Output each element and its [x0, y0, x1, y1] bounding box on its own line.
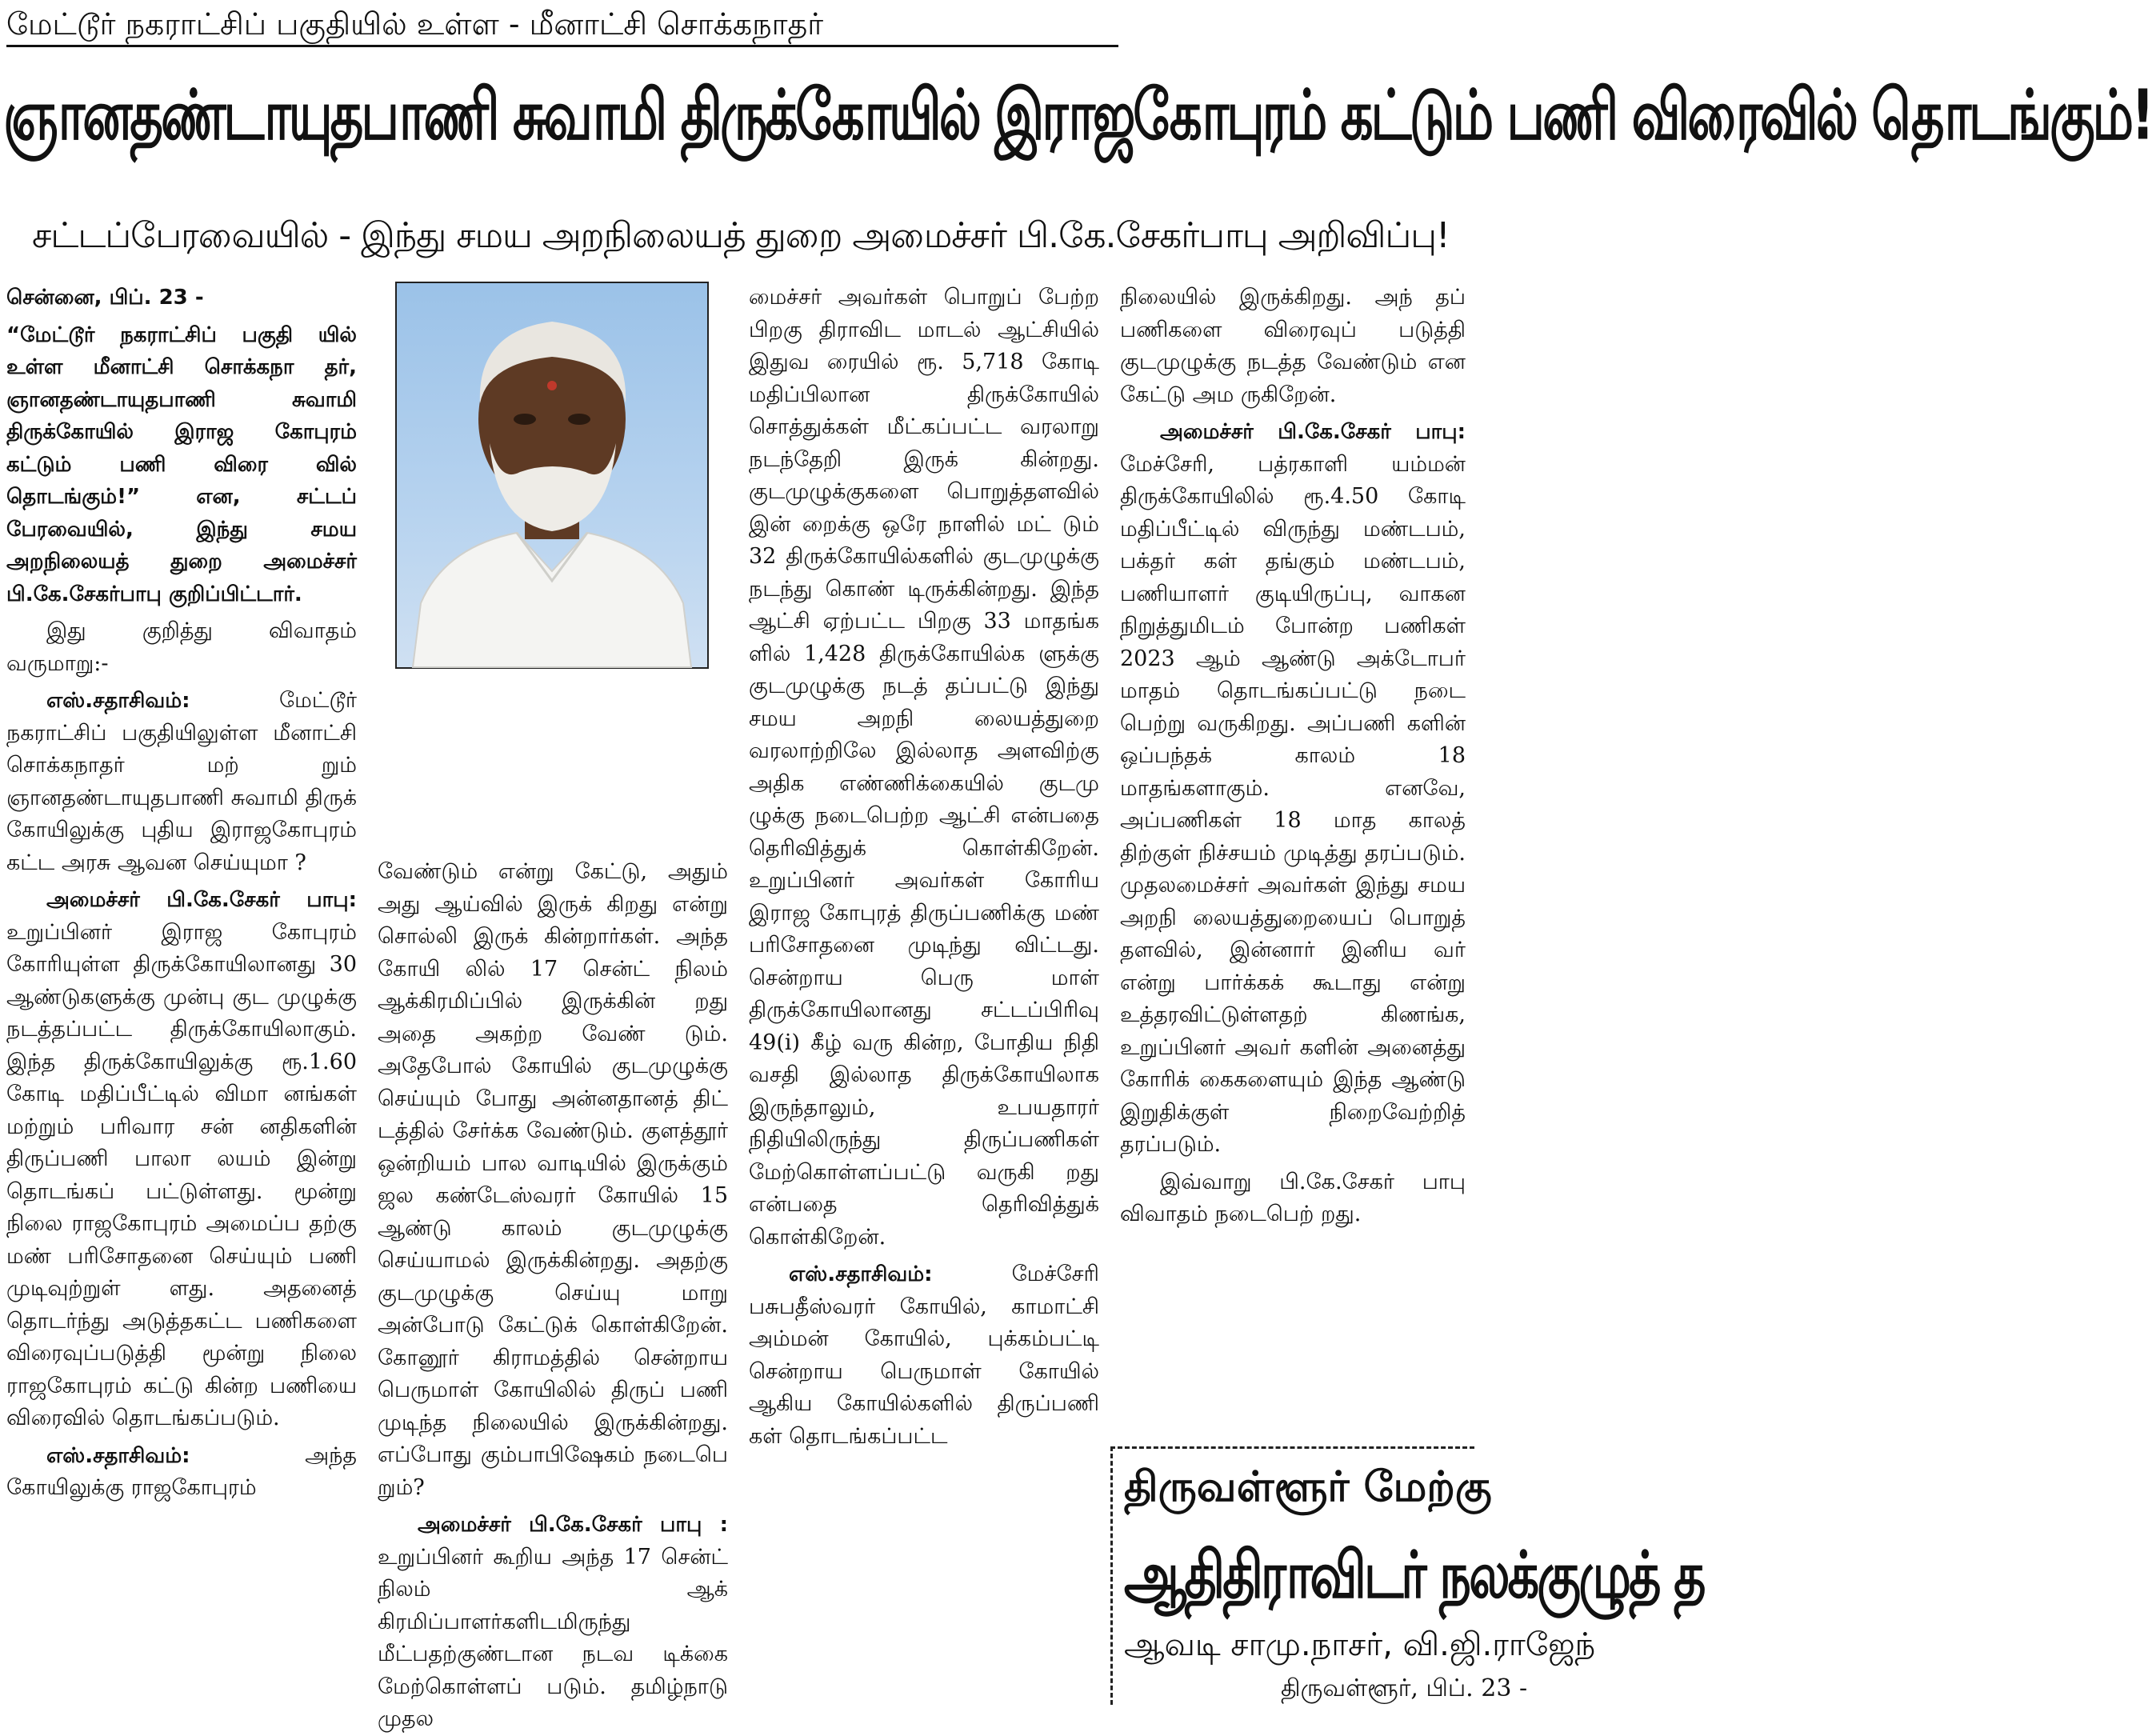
paragraph-text: மேச்சேரி, பத்ரகாளி யம்மன் திருக்கோயிலில் ரூ.4.50 கோடி மதிப்பீட்டில் விருந்து மண்டபம், பக்தர் கள் தங்கும் மண்டபம், பணியாளர் குடியிருப்பு, வாகன நிறுத்துமிடம் போன்ற பணிகள் 2023 ஆம் ஆண்டு அக்டோபர் மாதம் தொடங்கப்பட்டு நடை பெற்று வருகிறது. அப்பணி களின் ஒப்பந்தக் காலம் 18 மாதங்களாகும். எனவே, அப்பணிகள் 18 மாத காலத் திற்குள் நிச்சயம் முடித்து தரப்படும். முதலமைச்சர் அவர்கள் இந்து சமய அறநி லையத்துறையைப் பொறுத் தளவில், இன்னார் இனிய வர் என்று பார்க்கக் கூடாது என்று உத்தரவிட்டுள்ளதற் கிணங்க, உறுப்பினர் அவர் களின் அனைத்து கோரிக் கைகளையும் இந்த ஆண்டு இறுதிக்குள் நிறைவேற்றித் தரப்படும்.: [1120, 451, 1466, 1157]
minister-photo: [395, 282, 709, 669]
paragraph-text: அந்த கோயிலுக்கு ராஜகோபுரம்: [6, 1442, 357, 1500]
paragraph: மைச்சர் அவர்கள் பொறுப் பேற்ற பிறகு திராவிட மாடல் ஆட்சியில் இதுவ ரையில் ரூ. 5,718 கோடி மதிப்பிலான திருக்கோயில் சொத்துக்கள் மீட்கப்பட்ட வரலாறு நடந்தேறி இருக் கின்றது. குடமுழுக்குகளை பொறுத்தளவில் இன் றைக்கு ஒரே நாளில் மட் டும் 32 திருக்கோயில்களில் குடமுழுக்கு நடந்து கொண் டிருக்கின்றது. இந்த ஆட்சி ஏற்பட்ட பிறகு 33 மாதங்க ளில் 1,428 திருக்கோயில்க ளுக்கு குடமுழுக்கு நடத் தப்பட்டு இந்து சமய அறநி லையத்துறை வரலாற்றிலே இல்லாத அளவிற்கு அதிக எண்ணிக்கையில் குடமு ழுக்கு நடைபெற்ற ஆட்சி என்பதை தெரிவித்துக் கொள்கிறேன். உறுப்பினர் அவர்கள் கோரிய இராஜ கோபுரத் திருப்பணிக்கு மண் பரிசோதனை முடிந்து விட்டது. சென்றாய பெரு மாள் திருக்கோயிலானது சட்டப்பிரிவு 49(i) கீழ் வரு கின்ற, போதிய நிதி வசதி இல்லாத திருக்கோயிலாக இருந்தாலும், உபயதாரர் நிதியிலிருந்து திருப்பணிகள் மேற்கொள்ளப்பட்டு வருகி றது என்பதை தெரிவித்துக் கொள்கிறேன்.: [749, 285, 1099, 1250]
speaker-name: எஸ்.சதாசிவம்:: [789, 1262, 933, 1286]
article-column-3: [749, 282, 1099, 1701]
teaser-headline: ஆதிதிராவிடர் நலக்குழுத் த: [1124, 1537, 1704, 1613]
paragraph: நிலையில் இருக்கிறது. அந் தப் பணிகளை விரைவுப் படுத்தி குடமுழுக்கு நடத்த வேண்டும் என கேட்டு அம ருகிறேன்.: [1120, 285, 1466, 407]
article-column-4: [1120, 282, 1466, 1442]
headline: ஞானதண்டாயுதபாணி சுவாமி திருக்கோயில் இராஜகோபுரம் கட்டும் பணி விரைவில் தொடங்கும்!: [3, 76, 2152, 156]
paragraph: இவ்வாறு பி.கே.சேகர் பாபு விவாதம் நடைபெற் றது.: [1120, 1169, 1466, 1226]
speaker-name: அமைச்சர் பி.கே.சேகர் பாபு:: [46, 888, 357, 912]
paragraph-text: மேட்டூர் நகராட்சிப் பகுதியிலுள்ள மீனாட்சி சொக்கநாதர் மற் றும் ஞானதண்டாயுதபாணி சுவாமி திருக் கோயிலுக்கு புதிய இராஜகோபுரம் கட்ட அரசு ஆவன செய்யுமா ?: [6, 688, 357, 875]
paragraph: [378, 1509, 728, 1736]
adjacent-article-teaser: [1110, 1446, 1704, 1705]
lede-paragraph: “மேட்டூர் நகராட்சிப் பகுதி யில் உள்ள மீனாட்சி சொக்கநா தர், ஞானதண்டாயுதபாணி சுவாமி திருக்கோயில் இராஜ கோபுரம் கட்டும் பணி விரை வில் தொடங்கும்!” என, சட்டப் பேரவையில், இந்து சமய அறநிலையத் துறை அமைச்சர் பி.கே.சேகர்பாபு குறிப்பிட்டார்.: [6, 322, 357, 606]
paragraph: [6, 1440, 357, 1505]
speaker-name: எஸ்.சதாசிவம்:: [46, 1443, 190, 1468]
speaker-name: எஸ்.சதாசிவம்:: [46, 689, 190, 713]
paragraph: இது குறித்து விவாதம் வருமாறு:-: [6, 618, 357, 676]
paragraph: [6, 884, 357, 1435]
speaker-name: அமைச்சர் பி.கே.சேகர் பாபு:: [1160, 420, 1466, 444]
paragraph-text: மேச்சேரி பசுபதீஸ்வரர் கோயில், காமாட்சி அம்மன் கோயில், புக்கம்பட்டி சென்றாய பெருமாள் கோயில் ஆகிய கோயில்களில் திருப்பணி கள் தொடங்கப்பட்ட: [749, 1262, 1099, 1449]
kicker-line: மேட்டூர் நகராட்சிப் பகுதியில் உள்ள - மீனாட்சி சொக்கநாதர்: [6, 3, 1118, 47]
paragraph: வேண்டும் என்று கேட்டு, அதும் அது ஆய்வில் இருக் கிறது என்று சொல்லி இருக் கின்றார்கள். அந்த கோயி லில் 17 சென்ட் நிலம் ஆக்கிரமிப்பில் இருக்கின் றது அதை அகற்ற வேண் டும். அதேபோல் கோயில் குடமுழுக்கு செய்யும் போது அன்னதானத் திட் டத்தில் சேர்க்க வேண்டும். குளத்தூர் ஒன்றியம் பால வாடியில் இருக்கும் ஜல கண்டேஸ்வரர் கோயில் 15 ஆண்டு காலம் குடமுழுக்கு செய்யாமல் இருக்கின்றது. அதற்கு குடமுழுக்கு செய்யு மாறு அன்போடு கேட்டுக் கொள்கிறேன். கோனூர் கிராமத்தில் சென்றாய பெருமாள் கோயிலில் திருப் பணி முடிந்த நிலையில் இருக்கின்றது. எப்போது கும்பாபிஷேகம் நடைபெ றும்?: [378, 859, 728, 1500]
article-column-2: [378, 856, 728, 1731]
paragraph: [1120, 416, 1466, 1162]
portrait-illustration: [397, 283, 707, 667]
article-column-1: [6, 282, 357, 1701]
teaser-subheadline: ஆவடி சாமு.நாசர், வி.ஜி.ராஜேந்: [1124, 1626, 1596, 1663]
paragraph-text: உறுப்பினர் கூறிய அந்த 17 சென்ட் நிலம் ஆக் கிரமிப்பாளர்களிடமிருந்து மீட்பதற்குண்டான நடவ டிக்கை மேற்கொள்ளப் படும். தமிழ்நாடு முதல: [378, 1544, 728, 1731]
subheadline: சட்டப்பேரவையில் - இந்து சமய அறநிலையத் துறை அமைச்சர் பி.கே.சேகர்பாபு அறிவிப்பு!: [32, 215, 1450, 256]
paragraph: [6, 685, 357, 879]
teaser-dateline: திருவள்ளூர், பிப். 23 -: [1281, 1674, 1528, 1702]
teaser-kicker: திருவள்ளூர் மேற்கு: [1124, 1463, 1492, 1511]
paragraph-text: உறுப்பினர் இராஜ கோபுரம் கோரியுள்ள திருக்கோயிலானது 30 ஆண்டுகளுக்கு முன்பு குட முழுக்கு நடத்தப்பட்ட திருக்கோயிலாகும். இந்த திருக்கோயிலுக்கு ரூ.1.60 கோடி மதிப்பீட்டில் விமா னங்கள் மற்றும் பரிவார சன் னதிகளின் திருப்பணி பாலா லயம் இன்று தொடங்கப் பட்டுள்ளது. மூன்று நிலை ராஜகோபுரம் அமைப்ப தற்கு மண் பரிசோதனை செய்யும் பணி முடிவுற்றுள் ளது. அதனைத் தொடர்ந்து அடுத்தகட்ட பணிகளை விரைவுப்படுத்தி மூன்று நிலை ராஜகோபுரம் கட்டு கின்ற பணியை விரைவில் தொடங்கப்படும்.: [6, 919, 357, 1430]
speaker-name: அமைச்சர் பி.கே.சேகர் பாபு :: [418, 1513, 728, 1537]
dateline: சென்னை, பிப். 23 -: [6, 286, 204, 310]
paragraph: [749, 1258, 1099, 1453]
